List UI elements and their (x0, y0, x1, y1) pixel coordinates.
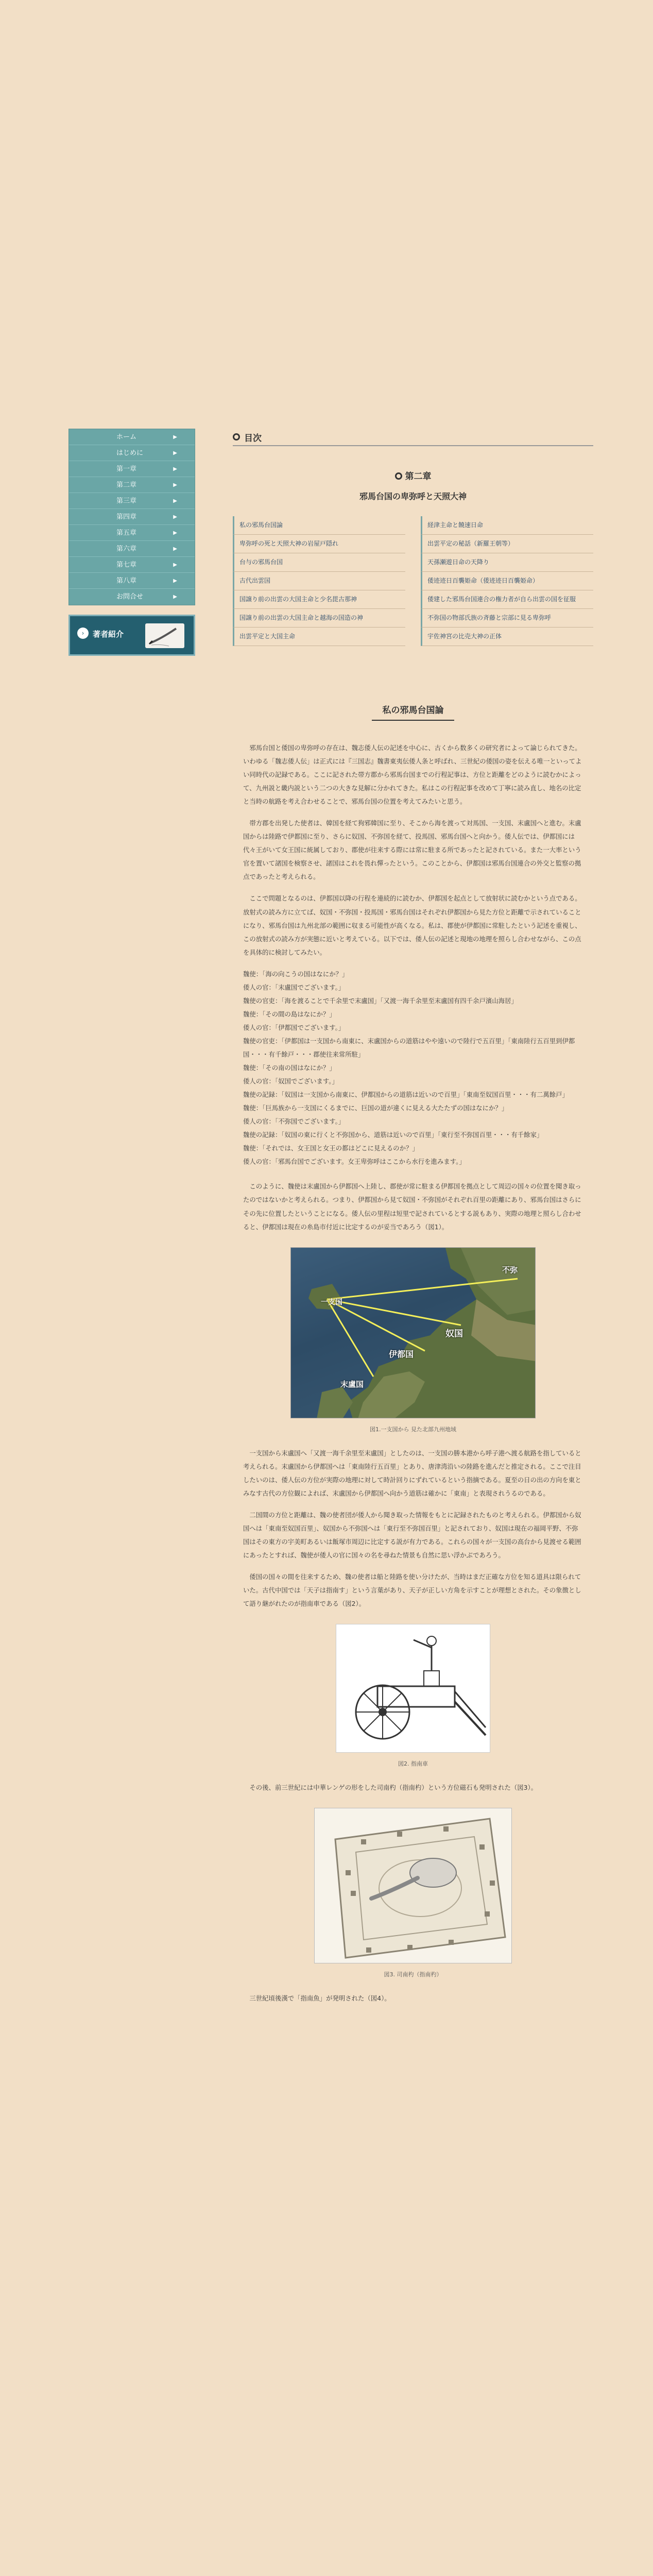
dialogue-line: 魏使：「それでは、女王国と女王の都はどこに見えるのか？」 (243, 1144, 419, 1153)
map-label: 一支国 (321, 1298, 342, 1307)
figure-map (243, 1247, 583, 1435)
dialogue-line: 魏使の官吏：「海を渡ることで千余里で末盧国」「又渡一海千余里至末盧国有四千余戸濱山海居」 (243, 996, 518, 1005)
triangle-right-icon: ▶ (173, 450, 177, 456)
triangle-right-icon: ▶ (173, 562, 177, 568)
menu-item-label: ホーム (116, 433, 137, 441)
paragraph: 三世紀頃後漢で「指南魚」が発明された（図4）。 (249, 1994, 391, 2003)
toc-link[interactable]: 倭建した邪馬台国連合の権力者が自ら出雲の国を征服 (421, 590, 593, 609)
figure-caption: 図1.一支国から 見た北部九州地域 (370, 1426, 456, 1433)
toc-link[interactable]: 倭迹迹日百襲姫命（倭迹迹日百襲姫命） (421, 572, 593, 590)
triangle-right-icon: ▶ (173, 514, 177, 520)
map-image (290, 1247, 536, 1418)
map-label: 不弥 (502, 1265, 518, 1275)
menu-item-label: お問合せ (116, 593, 144, 601)
main-content (233, 429, 593, 2013)
circle-icon (395, 472, 402, 480)
toc-title: 目次 (244, 433, 262, 444)
figure-caption: 図2. 指南車 (398, 1760, 428, 1768)
dialogue-line: 魏使の記録：「奴国の東に行くと不弥国から、道筋は近いので百里」「東行至不弥国百里・・・有千餘家」 (243, 1131, 543, 1139)
menu-item-label: 第一章 (116, 465, 137, 473)
article-body (233, 741, 593, 2005)
compass-illustration (314, 1808, 512, 1963)
toc-link[interactable]: 私の邪馬台国論 (233, 516, 405, 535)
menu-item-intro[interactable] (69, 445, 195, 461)
figure-compass (243, 1808, 583, 1980)
triangle-right-icon: ▶ (173, 546, 177, 552)
triangle-right-icon: ▶ (173, 530, 177, 536)
menu-item-chapter-5[interactable] (69, 525, 195, 541)
menu-item-label: 第六章 (116, 545, 137, 553)
menu-item-label: 第七章 (116, 561, 137, 569)
toc-header (233, 429, 593, 446)
menu-item-label: はじめに (116, 449, 144, 457)
toc-link[interactable]: 国譲り前の出雲の大国主命と少名毘古那神 (233, 590, 405, 609)
toc-link[interactable]: 出雲平定と大国主命 (233, 628, 405, 646)
dialogue-line: 魏使：「海の向こうの国はなにか？」 (243, 970, 349, 978)
map-label: 奴国 (445, 1328, 463, 1339)
dialogue-line: 魏使：「巨馬族から一支国にくるまでに、巨国の道が違くに見える大たたずの国はなにか？」 (243, 1104, 508, 1112)
dialogue-line: 倭人の官：「奴国でございます。」 (243, 1077, 338, 1086)
figure-chariot (243, 1624, 583, 1770)
paragraph: 一支国から末盧国へ「又渡一海千余里至末盧国」としたのは、一支国の勝本港から呼子港へ渡る航路を指していると考えられる。末盧国から伊都国へは「東南陸行五百里」とあり、唐津湾沿いの陸路を進んだと推定される。ここで注目したいのは、倭人伝の方位が実際の地理に対して時計回りにずれているという指摘である。夏至の日の出の方向を東とみなす古代の方位観によれば、末盧国から伊都国へ向かう道筋は確かに「東南」と表現されうるのである。 (243, 1449, 581, 1497)
triangle-right-icon: ▶ (173, 498, 177, 504)
paragraph: 二国間の方位と距離は、魏の使者団が倭人から聞き取った情報をもとに記録されたものと考えられる。伊都国から奴国へは「東南至奴国百里」、奴国から不弥国へは「東行至不弥国百里」と記されており、奴国は現在の福岡平野、不弥国はその東方の宇美町あるいは飯塚市周辺に比定する説が有力である。これらの国々が一支国の高台から見渡せる範囲にあったとすれば、魏使が倭人の官に国々の名を尋ねた情景も自然に思い浮かぶであろう。 (243, 1511, 581, 1560)
sidebar (68, 429, 195, 656)
figure-caption: 図3. 司南杓（指南杓） (384, 1971, 442, 1978)
menu-item-chapter-3[interactable] (69, 493, 195, 509)
author-label: 著者紹介 (93, 630, 124, 639)
dialogue-line: 魏使：「その間の島はなにか？」 (243, 1010, 336, 1018)
menu-item-chapter-7[interactable] (69, 557, 195, 573)
pen-icon (145, 623, 184, 648)
triangle-right-icon: ▶ (173, 594, 177, 600)
triangle-right-icon: ▶ (173, 466, 177, 472)
toc-link[interactable]: 天孫瀬遊日命の天降り (421, 553, 593, 572)
dialogue-line: 魏使：「その南の国はなにか？」 (243, 1064, 336, 1072)
menu-item-label: 第八章 (116, 577, 137, 585)
map-terrain (291, 1248, 536, 1418)
triangle-right-icon: ▶ (173, 482, 177, 488)
toc-link[interactable]: 宇佐神宮の比売大神の正体 (421, 628, 593, 646)
menu-item-chapter-2[interactable] (69, 477, 195, 493)
menu-item-chapter-4[interactable] (69, 509, 195, 525)
menu-item-chapter-6[interactable] (69, 541, 195, 557)
sidebar-menu (68, 429, 195, 605)
menu-item-label: 第三章 (116, 497, 137, 505)
author-banner[interactable] (68, 615, 195, 656)
menu-item-label: 第四章 (116, 513, 137, 521)
triangle-right-icon: ▶ (173, 578, 177, 584)
section-underline (372, 720, 454, 721)
paragraph: 邪馬台国と倭国の卑弥呼の存在は、魏志倭人伝の記述を中心に、古くから数多くの研究者によって論じられてきた。いわゆる「魏志倭人伝」は正式には『三国志』魏書東夷伝倭人条と呼ばれ、三世紀の倭国の姿を伝える唯一といってよい同時代の記録である。ここに記された帯方郡から邪馬台国までの行程記事は、方位と距離をどのように読むかによって、九州説と畿内説という二つの大きな見解に分かれてきた。私はこの行程記事を改めて丁寧に読み直し、地名の比定と当時の航路を考え合わせることで、邪馬台国の位置を考えてみたいと思う。 (243, 744, 582, 806)
menu-item-contact[interactable] (69, 589, 195, 605)
dialogue-block (243, 968, 583, 1169)
chapter-title: 邪馬台国の卑弥呼と天照大神 (359, 492, 467, 501)
paragraph: ここで問題となるのは、伊都国以降の行程を連続的に読むか、伊都国を起点として放射状に読むかという点である。放射式の読み方に立てば、奴国・不弥国・投馬国・邪馬台国はそれぞれ伊都国から見た方位と距離で示されていることになり、邪馬台国は九州北部の範囲に収まる可能性が高くなる。私は、郡使が伊都国に常駐したという記述を重視し、この放射式の読み方が実態に近いと考えている。以下では、倭人伝の記述と現地の地理を照らし合わせながら、この点を具体的に検討してみたい。 (243, 894, 581, 956)
dialogue-line: 倭人の官：「伊都国でございます。」 (243, 1023, 345, 1031)
menu-item-home[interactable] (69, 429, 195, 445)
dialogue-line: 倭人の官：「末盧国でございます。」 (243, 983, 345, 991)
toc-link[interactable]: 不弥国の物部氏族の斉藤と宗部に見る卑弥呼 (421, 609, 593, 628)
chariot-illustration (336, 1624, 490, 1753)
circle-icon (233, 433, 240, 440)
triangle-right-icon: ▶ (173, 434, 177, 440)
toc-link[interactable]: 台与の邪馬台国 (233, 553, 405, 572)
menu-item-chapter-8[interactable] (69, 573, 195, 589)
toc-link[interactable]: 出雲平定の秘話（新羅王朝等） (421, 535, 593, 553)
dialogue-line: 魏使の官吏：「伊都国は一支国から南東に、末盧国からの道筋はやや遠いので陸行で五百里」「東南陸行五百里到伊都国・・・有千餘戸・・・郡使往来常所駐」 (243, 1037, 575, 1058)
toc-link[interactable]: 卑弥呼の死と天照大神の岩屋戸隠れ (233, 535, 405, 553)
menu-item-chapter-1[interactable] (69, 461, 195, 477)
toc-link[interactable]: 古代出雲国 (233, 572, 405, 590)
menu-item-label: 第五章 (116, 529, 137, 537)
map-label: 伊都国 (389, 1349, 414, 1359)
paragraph: 帯方郡を出発した使者は、韓国を経て狗邪韓国に至り、そこから海を渡って対馬国、一支国、末盧国へと進む。末盧国からは陸路で伊都国に至り、さらに奴国、不弥国を経て、投馬国、邪馬台国へと向かう。倭人伝では、伊都国には代々王がいて女王国に統属しており、郡使が往来する際には常に駐まる所であったと記されている。また一大率という官を置いて諸国を検察させ、諸国はこれを畏れ憚ったという。このことから、伊都国は邪馬台国連合の外交と監察の拠点であったと考えられる。 (243, 819, 581, 881)
chevron-right-icon: › (77, 628, 89, 639)
menu-item-label: 第二章 (116, 481, 137, 489)
map-label: 末盧国 (340, 1379, 364, 1389)
toc-list (233, 516, 593, 646)
toc-link[interactable]: 経津主命と饒速日命 (421, 516, 593, 535)
dialogue-line: 魏使の記録：「奴国は一支国から南東に、伊都国からの道筋は近いので百里」「東南至奴国百里・・・有二萬餘戸」 (243, 1091, 569, 1099)
paragraph: このように、魏使は末盧国から伊都国へ上陸し、郡使が常に駐まる伊都国を拠点として周辺の国々の位置を聞き取ったのではないかと考えられる。つまり、伊都国から見て奴国・不弥国がそれぞれ百里の距離にあり、邪馬台国はさらにその先に位置したということになる。倭人伝の里程は短里で記されているとする説もあり、実際の地理と照らし合わせると、伊都国は現在の糸島市付近に比定するのが妥当であろう（図1）。 (243, 1182, 581, 1231)
section-title: 私の邪馬台国論 (382, 705, 444, 716)
chapter-heading (233, 469, 593, 482)
paragraph: 倭国の国々の間を往来するため、魏の使者は船と陸路を使い分けたが、当時はまだ正確な方位を知る道具は限られていた。古代中国では「天子は指南す」という言葉があり、天子が正しい方角を示すことが理想とされた。その象徴として語り継がれたのが指南車である（図2）。 (243, 1573, 581, 1608)
chapter-label: 第二章 (405, 471, 432, 482)
dialogue-line: 倭人の官：「邪馬台国でございます。女王卑弥呼はここから水行を進みます。」 (243, 1158, 466, 1166)
toc-link[interactable]: 国譲り前の出雲の大国主命と越海の国造の神 (233, 609, 405, 628)
paragraph: その後、前三世紀には中華レンゲの形をした司南杓（指南杓）という方位磁石も発明された（図3）。 (249, 1784, 538, 1792)
dialogue-line: 倭人の官：「不弥国でございます。」 (243, 1117, 345, 1126)
